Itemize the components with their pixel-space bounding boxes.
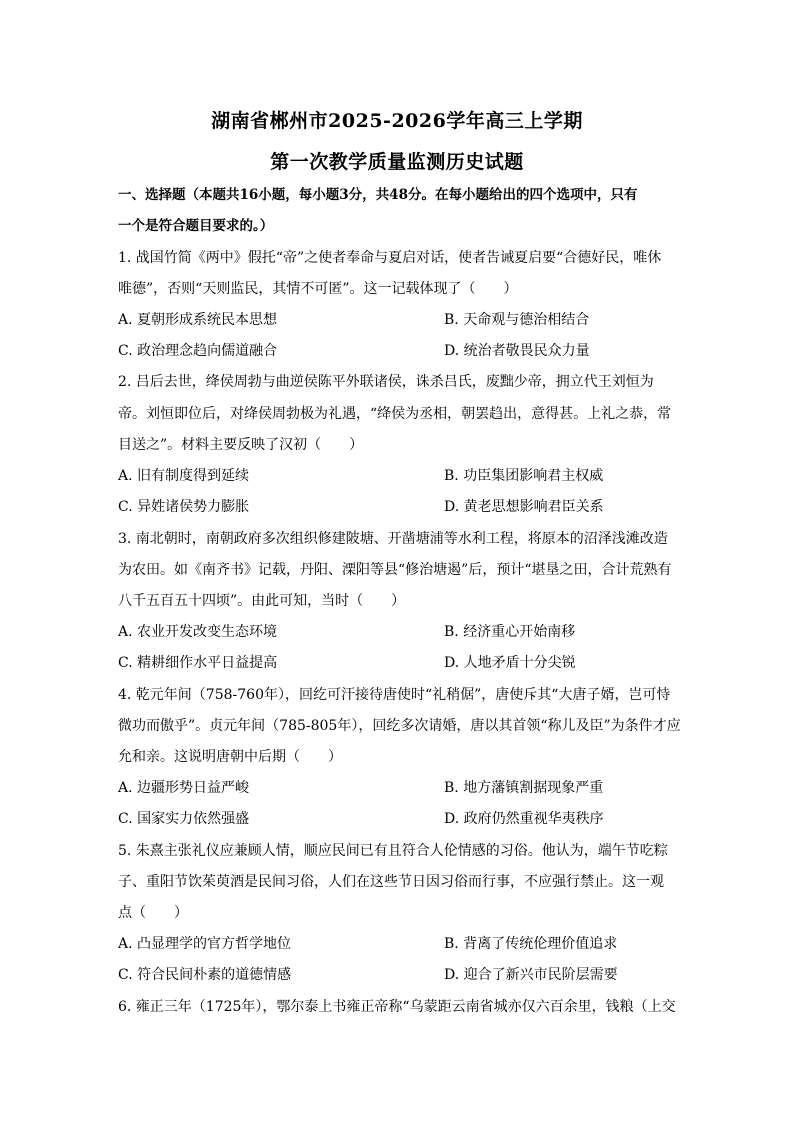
question-5-stem-line3: 点（ ） — [118, 905, 188, 921]
question-5-option-b: B. 背离了传统伦理价值追求 — [444, 936, 618, 952]
question-3-option-b: B. 经济重心开始南移 — [444, 624, 576, 640]
question-4-option-c: C. 国家实力依然强盛 — [118, 811, 250, 827]
question-2-option-c: C. 异姓诸侯势力膨胀 — [118, 499, 250, 515]
question-2-stem-line3: 目送之”。材料主要反映了汉初（ ） — [118, 437, 364, 453]
question-4-stem-line3: 允和亲。这说明唐朝中后期（ ） — [118, 749, 342, 765]
question-4-option-a: A. 边疆形势日益严峻 — [118, 780, 250, 796]
question-1-option-b: B. 天命观与德治相结合 — [444, 312, 590, 328]
question-3-stem-line1: 3. 南北朝时，南朝政府多次组织修建陂塘、开凿塘浦等水利工程，将原本的沼泽浅滩改造 — [118, 531, 668, 547]
question-2-option-d: D. 黄老思想影响君臣关系 — [444, 499, 604, 515]
question-2-option-a: A. 旧有制度得到延续 — [118, 468, 250, 484]
question-3-stem-line3: 八千五百五十四顷”。由此可知，当时（ ） — [118, 593, 406, 609]
question-3-option-d: D. 人地矛盾十分尖锐 — [444, 655, 576, 671]
exam-title-line2: 第一次教学质量监测历史试题 — [270, 151, 524, 173]
question-1-option-c: C. 政治理念趋向儒道融合 — [118, 343, 278, 359]
question-3-option-a: A. 农业开发改变生态环境 — [118, 624, 278, 640]
exam-title-line1: 湖南省郴州市2025-2026学年高三上学期 — [211, 110, 583, 132]
question-1-stem-line2: 唯德”，否则“天则监民，其情不可匿”。这一记载体现了（ ） — [118, 281, 518, 297]
question-3-stem-line2: 为农田。如《南齐书》记载，丹阳、溧阳等县“修治塘遏”后，预计“堪垦之田，合计荒熟有 — [118, 562, 672, 578]
question-4-option-b: B. 地方藩镇割据现象严重 — [444, 780, 604, 796]
question-4-stem-line1: 4. 乾元年间（758-760年），回纥可汗接待唐使时“礼稍倨”，唐使斥其“大唐子婿，岂可恃 — [118, 687, 671, 703]
question-4-stem-line2: 微功而傲乎”。贞元年间（785-805年），回纥多次请婚，唐以其首领“称儿及臣”为条件才应 — [118, 718, 681, 734]
question-5-option-a: A. 凸显理学的官方哲学地位 — [118, 936, 292, 952]
question-2-option-b: B. 功臣集团影响君主权威 — [444, 468, 604, 484]
question-1-option-d: D. 统治者敬畏民众力量 — [444, 343, 590, 359]
question-6-stem-line1: 6. 雍正三年（1725年），鄂尔泰上书雍正帝称“乌蒙距云南省城亦仅六百余里，钱粮（上交 — [118, 999, 676, 1015]
question-2-stem-line2: 帝。刘恒即位后，对绛侯周勃极为礼遇，“绛侯为丞相，朝罢趋出，意得甚。上礼之恭，常 — [118, 406, 672, 422]
question-5-stem-line1: 5. 朱熹主张礼仪应兼顾人情，顺应民间已有且符合人伦情感的习俗。他认为，端午节吃粽 — [118, 843, 668, 859]
section-heading-line1: 一、选择题（本题共16小题，每小题3分，共48分。在每小题给出的四个选项中，只有 — [118, 187, 638, 203]
question-3-option-c: C. 精耕细作水平日益提高 — [118, 655, 278, 671]
question-5-stem-line2: 子、重阳节饮茱萸酒是民间习俗，人们在这些节日因习俗而行事，不应强行禁止。这一观 — [118, 874, 664, 890]
question-5-option-c: C. 符合民间朴素的道德情感 — [118, 967, 292, 983]
question-2-stem-line1: 2. 吕后去世，绛侯周勃与曲逆侯陈平外联诸侯，诛杀吕氏，废黜少帝，拥立代王刘恒为 — [118, 374, 654, 390]
question-4-option-d: D. 政府仍然重视华夷秩序 — [444, 811, 604, 827]
question-1-stem-line1: 1. 战国竹简《两中》假托“帝”之使者奉命与夏启对话，使者告诫夏启要“合德好民，唯休 — [118, 250, 662, 266]
question-1-option-a: A. 夏朝形成系统民本思想 — [118, 312, 278, 328]
question-5-option-d: D. 迎合了新兴市民阶层需要 — [444, 967, 618, 983]
section-heading-line2: 一个是符合题目要求的。） — [118, 218, 274, 234]
